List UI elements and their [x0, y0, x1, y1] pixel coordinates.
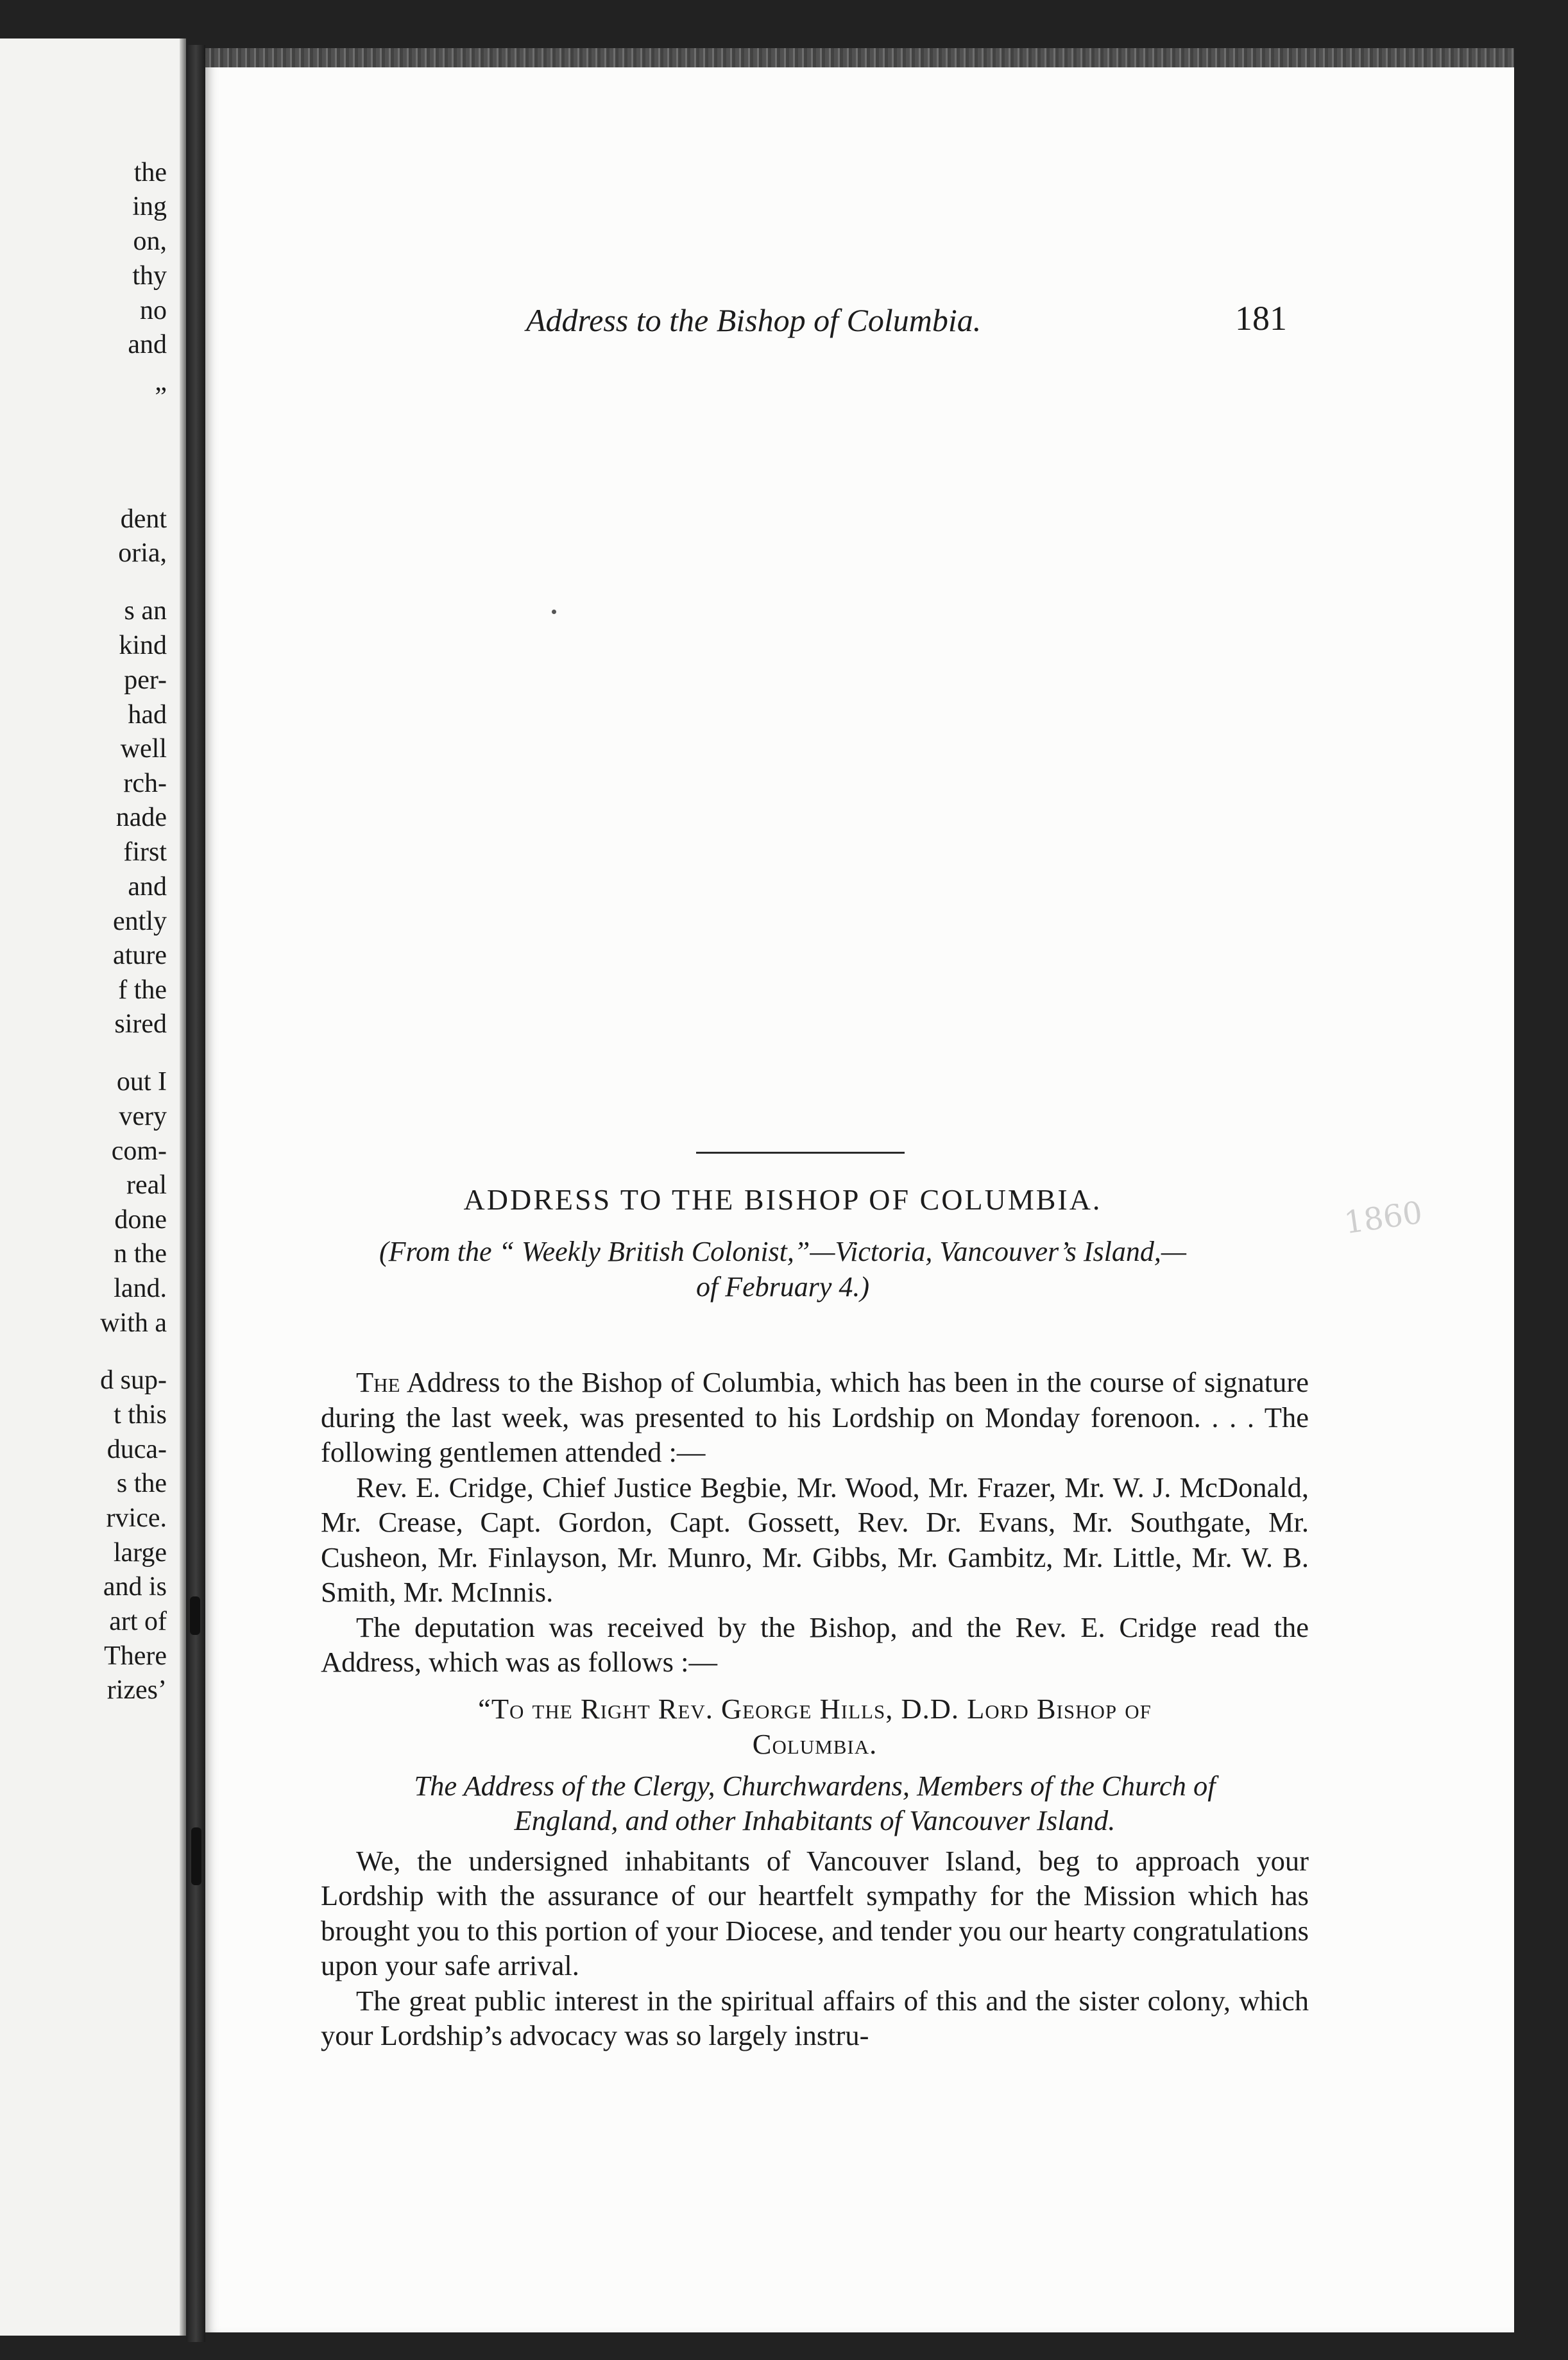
facing-page-line: no — [140, 296, 167, 325]
facing-page-line: sired — [114, 1009, 167, 1039]
source-line-1: (From the “ Weekly British Colonist,”—Victoria, Vancouver’s Island,— — [379, 1236, 1187, 1267]
binding-thread-mark — [190, 1596, 200, 1635]
running-head: Address to the Bishop of Columbia. — [526, 302, 982, 338]
faint-margin-annotation: 1860 — [1342, 1194, 1425, 1242]
facing-page-line: duca- — [107, 1435, 167, 1464]
paragraph-1 — [321, 1365, 1309, 1470]
facing-page-line: very — [119, 1102, 167, 1131]
facing-page-line: d sup- — [100, 1365, 167, 1395]
salutation — [321, 1691, 1309, 1762]
paragraph-attendees: Rev. E. Cridge, Chief Justice Begbie, Mr. Wood, Mr. Frazer, Mr. W. J. McDonald, Mr. Crease, Capt. Gordon, Capt. Gossett, Rev. Dr. Evans, Mr. Southgate, Mr. Cusheon, Mr. Finlayson, Mr. Munro, Mr. Gibbs, Mr. Gambitz, Mr. Little, Mr. W. B. Smith, Mr. McInnis. — [321, 1471, 1309, 1608]
facing-page-line: first — [123, 837, 167, 867]
facing-page-line: land. — [114, 1274, 167, 1303]
page-181 — [205, 48, 1514, 2332]
facing-page-line: art of — [109, 1607, 167, 1636]
facing-page-line: with a — [100, 1308, 167, 1338]
facing-page-line: nade — [115, 803, 167, 832]
page-edge-shadow — [180, 38, 186, 2336]
facing-page-line: com- — [111, 1136, 167, 1166]
facing-page-line: There — [104, 1641, 167, 1671]
facing-page-line: on, — [133, 227, 167, 256]
facing-page-line: had — [128, 700, 167, 730]
ink-speck — [552, 610, 556, 614]
facing-page-line: oria, — [118, 538, 167, 568]
facing-page-line: dent — [120, 504, 167, 534]
facing-page-line: and — [128, 330, 167, 359]
facing-page-line: well — [120, 734, 167, 764]
article-body — [321, 1365, 1309, 2053]
salutation-line-2: Columbia. — [752, 1727, 878, 1760]
facing-page-line: rch- — [123, 769, 167, 798]
salutation-line-1: “To the Right Rev. George Hills, D.D. Lord Bishop of — [478, 1692, 1152, 1725]
facing-page-line: per- — [124, 665, 167, 695]
section-rule — [696, 1152, 905, 1154]
facing-page-line: rvice. — [106, 1503, 167, 1533]
source-line-2: of February 4.) — [695, 1271, 870, 1303]
facing-page-line: n the — [114, 1239, 167, 1269]
scan-border — [1514, 48, 1568, 2332]
article-title: ADDRESS TO THE BISHOP OF COLUMBIA. — [463, 1183, 1102, 1216]
facing-page-line: large — [113, 1538, 167, 1568]
book-gutter — [186, 45, 205, 2342]
facing-page-line: f the — [118, 975, 167, 1005]
facing-page-line: out I — [116, 1067, 167, 1097]
facing-page-line: done — [114, 1205, 167, 1235]
facing-page-line: s an — [124, 596, 167, 626]
facing-page-line: thy — [132, 261, 167, 291]
address-subtitle-line-1: The Address of the Clergy, Churchwardens, Members of the Church of — [414, 1769, 1216, 1802]
facing-page-line: ature — [113, 941, 167, 970]
facing-page-line: the — [133, 158, 167, 187]
facing-page-line: ” — [155, 382, 167, 412]
address-subtitle-line-2: England, and other Inhabitants of Vancouver Island. — [514, 1804, 1116, 1836]
facing-page-line: t this — [114, 1400, 167, 1430]
paragraph-address-1: We, the undersigned inhabitants of Vancouver Island, beg to approach your Lordship with the assurance of our heartfelt sympathy for the Mission which has brought you to this portion of your Diocese, and tender you our hearty congratulations upon your safe arrival. — [321, 1844, 1309, 1981]
binding-thread-mark — [191, 1827, 201, 1885]
paragraph-address-2: The great public interest in the spiritual affairs of this and the sister colony, which your Lordship’s advocacy was so largely instru- — [321, 1984, 1309, 2051]
facing-page-line: ing — [132, 192, 167, 221]
facing-page-line: ently — [113, 907, 167, 936]
address-subtitle — [321, 1768, 1309, 1838]
facing-page-line: s the — [116, 1469, 167, 1498]
facing-page-line: rizes’ — [107, 1675, 167, 1705]
facing-page-line: kind — [119, 631, 167, 660]
paragraph-1-text: Address to the Bishop of Columbia, which has been in the course of signature during the last week, was presented to his Lordship on Monday forenoon. . . . The following gentlemen attended :— — [321, 1366, 1309, 1468]
facing-page-line: and is — [103, 1572, 167, 1602]
torn-top-edge — [205, 48, 1514, 67]
lead-word: The — [356, 1366, 400, 1398]
facing-page-line: real — [126, 1170, 167, 1200]
paragraph-deputation: The deputation was received by the Bishop, and the Rev. E. Cridge read the Address, which was as follows :— — [321, 1611, 1309, 1678]
facing-page-line: and — [128, 872, 167, 902]
facing-page-fragment — [0, 38, 186, 2336]
page-number: 181 — [1235, 299, 1287, 338]
source-citation — [289, 1234, 1277, 1304]
